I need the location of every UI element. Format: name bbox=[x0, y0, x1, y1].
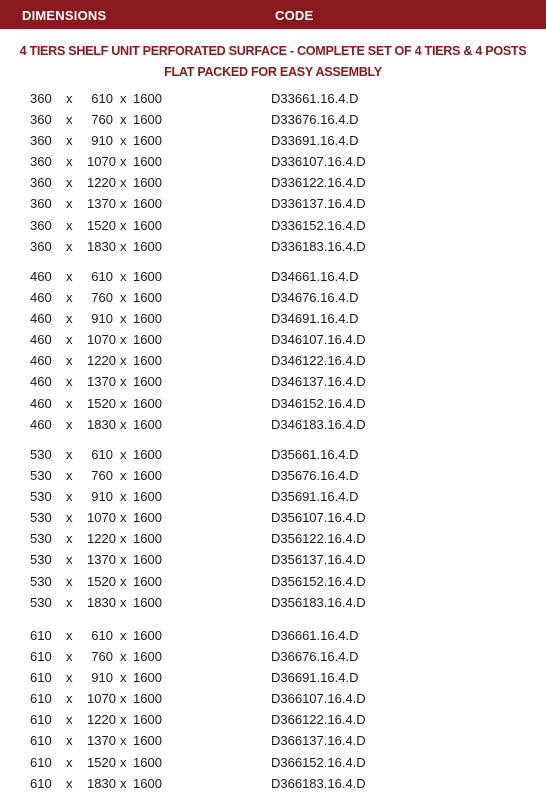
height-value: 1600 bbox=[133, 290, 162, 306]
height-value: 1600 bbox=[133, 468, 162, 484]
table-row bbox=[0, 507, 546, 528]
width-value: 1830 bbox=[87, 594, 116, 610]
width-value: 1830 bbox=[87, 416, 116, 432]
product-code: D346152.16.4.D bbox=[271, 395, 366, 411]
product-code: D36676.16.4.D bbox=[271, 649, 359, 665]
product-code: D366107.16.4.D bbox=[271, 691, 366, 707]
height-value: 1600 bbox=[133, 733, 162, 749]
width-value: 1370 bbox=[87, 196, 116, 212]
depth-value: 460 bbox=[30, 374, 52, 390]
width-value: 760 bbox=[91, 112, 113, 128]
depth-value: 460 bbox=[30, 311, 52, 327]
width-value: 1070 bbox=[87, 154, 116, 170]
width-value: 1070 bbox=[87, 691, 116, 707]
depth-value: 610 bbox=[30, 733, 52, 749]
times-separator: x bbox=[66, 468, 73, 484]
table-row bbox=[0, 151, 546, 172]
depth-value: 360 bbox=[30, 238, 52, 254]
depth-value: 610 bbox=[30, 649, 52, 665]
times-separator: x bbox=[66, 733, 73, 749]
product-code: D366137.16.4.D bbox=[271, 733, 366, 749]
table-row bbox=[0, 215, 546, 236]
times-separator: x bbox=[120, 112, 127, 128]
times-separator: x bbox=[120, 154, 127, 170]
product-code: D336152.16.4.D bbox=[271, 217, 366, 233]
table-row bbox=[0, 646, 546, 667]
width-value: 1830 bbox=[87, 238, 116, 254]
product-code: D356122.16.4.D bbox=[271, 531, 366, 547]
product-code: D356152.16.4.D bbox=[271, 573, 366, 589]
product-code: D35691.16.4.D bbox=[271, 489, 359, 505]
times-separator: x bbox=[66, 112, 73, 128]
height-value: 1600 bbox=[133, 353, 162, 369]
width-value: 1520 bbox=[87, 217, 116, 233]
table-row bbox=[0, 667, 546, 688]
table-row bbox=[0, 688, 546, 709]
height-value: 1600 bbox=[133, 775, 162, 791]
height-value: 1600 bbox=[133, 196, 162, 212]
width-value: 1520 bbox=[87, 395, 116, 411]
product-code: D36661.16.4.D bbox=[271, 628, 359, 643]
product-code: D336137.16.4.D bbox=[271, 196, 366, 212]
times-separator: x bbox=[120, 489, 127, 505]
product-code: D33691.16.4.D bbox=[271, 133, 359, 149]
times-separator: x bbox=[66, 447, 73, 462]
times-separator: x bbox=[66, 712, 73, 728]
table-row bbox=[0, 752, 546, 773]
times-separator: x bbox=[120, 649, 127, 665]
height-value: 1600 bbox=[133, 374, 162, 390]
depth-value: 360 bbox=[30, 112, 52, 128]
product-code: D33676.16.4.D bbox=[271, 112, 359, 128]
times-separator: x bbox=[120, 238, 127, 254]
times-separator: x bbox=[120, 712, 127, 728]
height-value: 1600 bbox=[133, 447, 162, 462]
table-row bbox=[0, 444, 546, 465]
depth-value: 610 bbox=[30, 670, 52, 686]
height-value: 1600 bbox=[133, 573, 162, 589]
depth-value: 610 bbox=[30, 754, 52, 770]
times-separator: x bbox=[66, 217, 73, 233]
product-code: D336122.16.4.D bbox=[271, 175, 366, 191]
width-value: 1370 bbox=[87, 552, 116, 568]
table-row bbox=[0, 88, 546, 109]
product-code: D34676.16.4.D bbox=[271, 290, 359, 306]
product-code: D356137.16.4.D bbox=[271, 552, 366, 568]
times-separator: x bbox=[120, 290, 127, 306]
table-row bbox=[0, 350, 546, 371]
depth-value: 460 bbox=[30, 290, 52, 306]
table-row bbox=[0, 371, 546, 392]
times-separator: x bbox=[120, 269, 127, 284]
height-value: 1600 bbox=[133, 332, 162, 348]
times-separator: x bbox=[66, 594, 73, 610]
depth-value: 530 bbox=[30, 594, 52, 610]
width-value: 910 bbox=[91, 133, 113, 149]
product-code: D346122.16.4.D bbox=[271, 353, 366, 369]
times-separator: x bbox=[120, 552, 127, 568]
times-separator: x bbox=[120, 468, 127, 484]
product-code: D366122.16.4.D bbox=[271, 712, 366, 728]
depth-value: 530 bbox=[30, 552, 52, 568]
times-separator: x bbox=[66, 154, 73, 170]
width-value: 1220 bbox=[87, 531, 116, 547]
product-code: D366152.16.4.D bbox=[271, 754, 366, 770]
times-separator: x bbox=[66, 374, 73, 390]
height-value: 1600 bbox=[133, 238, 162, 254]
times-separator: x bbox=[120, 133, 127, 149]
times-separator: x bbox=[66, 531, 73, 547]
product-title bbox=[0, 41, 546, 83]
depth-value: 360 bbox=[30, 91, 52, 106]
product-code: D336183.16.4.D bbox=[271, 238, 366, 254]
product-group bbox=[0, 88, 546, 257]
times-separator: x bbox=[66, 175, 73, 191]
height-value: 1600 bbox=[133, 489, 162, 505]
table-row bbox=[0, 730, 546, 751]
height-value: 1600 bbox=[133, 311, 162, 327]
product-group bbox=[0, 444, 546, 613]
times-separator: x bbox=[66, 133, 73, 149]
times-separator: x bbox=[120, 353, 127, 369]
times-separator: x bbox=[120, 594, 127, 610]
times-separator: x bbox=[120, 395, 127, 411]
dimensions-column-header: DIMENSIONS bbox=[22, 8, 107, 23]
table-row bbox=[0, 414, 546, 435]
table-row bbox=[0, 329, 546, 350]
product-code: D35676.16.4.D bbox=[271, 468, 359, 484]
table-row bbox=[0, 130, 546, 151]
times-separator: x bbox=[120, 447, 127, 462]
width-value: 610 bbox=[91, 447, 113, 462]
depth-value: 530 bbox=[30, 531, 52, 547]
times-separator: x bbox=[120, 91, 127, 106]
times-separator: x bbox=[66, 395, 73, 411]
product-code: D346183.16.4.D bbox=[271, 416, 366, 432]
product-code: D356183.16.4.D bbox=[271, 594, 366, 610]
times-separator: x bbox=[66, 489, 73, 505]
width-value: 1220 bbox=[87, 712, 116, 728]
product-title-line-1: 4 TIERS SHELF UNIT PERFORATED SURFACE - COMPLETE SET OF 4 TIERS & 4 POSTS bbox=[19, 44, 527, 58]
times-separator: x bbox=[120, 733, 127, 749]
height-value: 1600 bbox=[133, 112, 162, 128]
width-value: 610 bbox=[91, 91, 113, 106]
depth-value: 530 bbox=[30, 489, 52, 505]
times-separator: x bbox=[66, 628, 73, 643]
product-code: D35661.16.4.D bbox=[271, 447, 359, 462]
table-row bbox=[0, 287, 546, 308]
height-value: 1600 bbox=[133, 552, 162, 568]
product-code: D33661.16.4.D bbox=[271, 91, 359, 106]
depth-value: 360 bbox=[30, 175, 52, 191]
depth-value: 460 bbox=[30, 353, 52, 369]
times-separator: x bbox=[66, 775, 73, 791]
depth-value: 530 bbox=[30, 447, 52, 462]
table-row bbox=[0, 393, 546, 414]
depth-value: 530 bbox=[30, 468, 52, 484]
times-separator: x bbox=[66, 196, 73, 212]
depth-value: 360 bbox=[30, 196, 52, 212]
times-separator: x bbox=[66, 290, 73, 306]
width-value: 610 bbox=[91, 269, 113, 284]
times-separator: x bbox=[120, 628, 127, 643]
depth-value: 530 bbox=[30, 510, 52, 526]
width-value: 1370 bbox=[87, 374, 116, 390]
width-value: 610 bbox=[91, 628, 113, 643]
product-code: D336107.16.4.D bbox=[271, 154, 366, 170]
table-row bbox=[0, 236, 546, 257]
product-group bbox=[0, 266, 546, 435]
product-code: D34691.16.4.D bbox=[271, 311, 359, 327]
width-value: 910 bbox=[91, 311, 113, 327]
height-value: 1600 bbox=[133, 691, 162, 707]
depth-value: 610 bbox=[30, 628, 52, 643]
height-value: 1600 bbox=[133, 416, 162, 432]
times-separator: x bbox=[120, 775, 127, 791]
table-row bbox=[0, 266, 546, 287]
width-value: 1220 bbox=[87, 175, 116, 191]
product-code: D346107.16.4.D bbox=[271, 332, 366, 348]
width-value: 760 bbox=[91, 468, 113, 484]
table-row bbox=[0, 172, 546, 193]
depth-value: 460 bbox=[30, 269, 52, 284]
table-row bbox=[0, 592, 546, 613]
height-value: 1600 bbox=[133, 594, 162, 610]
depth-value: 460 bbox=[30, 332, 52, 348]
height-value: 1600 bbox=[133, 670, 162, 686]
table-row bbox=[0, 625, 546, 646]
height-value: 1600 bbox=[133, 91, 162, 106]
times-separator: x bbox=[66, 754, 73, 770]
table-row bbox=[0, 193, 546, 214]
times-separator: x bbox=[66, 510, 73, 526]
times-separator: x bbox=[66, 353, 73, 369]
height-value: 1600 bbox=[133, 217, 162, 233]
height-value: 1600 bbox=[133, 531, 162, 547]
times-separator: x bbox=[120, 416, 127, 432]
height-value: 1600 bbox=[133, 510, 162, 526]
width-value: 1830 bbox=[87, 775, 116, 791]
table-header bbox=[0, 0, 546, 29]
width-value: 910 bbox=[91, 670, 113, 686]
width-value: 760 bbox=[91, 649, 113, 665]
product-code: D366183.16.4.D bbox=[271, 775, 366, 791]
times-separator: x bbox=[66, 670, 73, 686]
product-code: D346137.16.4.D bbox=[271, 374, 366, 390]
height-value: 1600 bbox=[133, 395, 162, 411]
times-separator: x bbox=[66, 311, 73, 327]
depth-value: 360 bbox=[30, 154, 52, 170]
height-value: 1600 bbox=[133, 628, 162, 643]
times-separator: x bbox=[120, 374, 127, 390]
depth-value: 530 bbox=[30, 573, 52, 589]
height-value: 1600 bbox=[133, 175, 162, 191]
times-separator: x bbox=[120, 332, 127, 348]
product-code: D34661.16.4.D bbox=[271, 269, 359, 284]
table-row bbox=[0, 528, 546, 549]
times-separator: x bbox=[66, 552, 73, 568]
width-value: 1520 bbox=[87, 754, 116, 770]
depth-value: 460 bbox=[30, 395, 52, 411]
product-code: D36691.16.4.D bbox=[271, 670, 359, 686]
times-separator: x bbox=[120, 510, 127, 526]
product-code: D356107.16.4.D bbox=[271, 510, 366, 526]
table-row bbox=[0, 486, 546, 507]
table-row bbox=[0, 709, 546, 730]
width-value: 1070 bbox=[87, 332, 116, 348]
width-value: 1220 bbox=[87, 353, 116, 369]
times-separator: x bbox=[120, 531, 127, 547]
times-separator: x bbox=[66, 416, 73, 432]
times-separator: x bbox=[120, 691, 127, 707]
width-value: 1070 bbox=[87, 510, 116, 526]
times-separator: x bbox=[120, 217, 127, 233]
depth-value: 360 bbox=[30, 133, 52, 149]
times-separator: x bbox=[120, 573, 127, 589]
table-row bbox=[0, 571, 546, 592]
times-separator: x bbox=[120, 196, 127, 212]
depth-value: 460 bbox=[30, 416, 52, 432]
height-value: 1600 bbox=[133, 754, 162, 770]
times-separator: x bbox=[120, 311, 127, 327]
times-separator: x bbox=[66, 691, 73, 707]
times-separator: x bbox=[120, 670, 127, 686]
height-value: 1600 bbox=[133, 269, 162, 284]
times-separator: x bbox=[66, 649, 73, 665]
width-value: 1370 bbox=[87, 733, 116, 749]
table-row bbox=[0, 549, 546, 570]
width-value: 760 bbox=[91, 290, 113, 306]
product-group bbox=[0, 625, 546, 794]
times-separator: x bbox=[120, 754, 127, 770]
product-title-line-2: FLAT PACKED FOR EASY ASSEMBLY bbox=[164, 65, 382, 79]
times-separator: x bbox=[66, 573, 73, 589]
times-separator: x bbox=[66, 332, 73, 348]
table-row bbox=[0, 109, 546, 130]
table-row bbox=[0, 465, 546, 486]
times-separator: x bbox=[66, 91, 73, 106]
height-value: 1600 bbox=[133, 712, 162, 728]
depth-value: 610 bbox=[30, 775, 52, 791]
times-separator: x bbox=[66, 269, 73, 284]
table-row bbox=[0, 773, 546, 794]
times-separator: x bbox=[66, 238, 73, 254]
height-value: 1600 bbox=[133, 649, 162, 665]
times-separator: x bbox=[120, 175, 127, 191]
table-row bbox=[0, 308, 546, 329]
width-value: 1520 bbox=[87, 573, 116, 589]
depth-value: 610 bbox=[30, 691, 52, 707]
depth-value: 610 bbox=[30, 712, 52, 728]
code-column-header: CODE bbox=[275, 8, 314, 23]
height-value: 1600 bbox=[133, 133, 162, 149]
height-value: 1600 bbox=[133, 154, 162, 170]
depth-value: 360 bbox=[30, 217, 52, 233]
width-value: 910 bbox=[91, 489, 113, 505]
